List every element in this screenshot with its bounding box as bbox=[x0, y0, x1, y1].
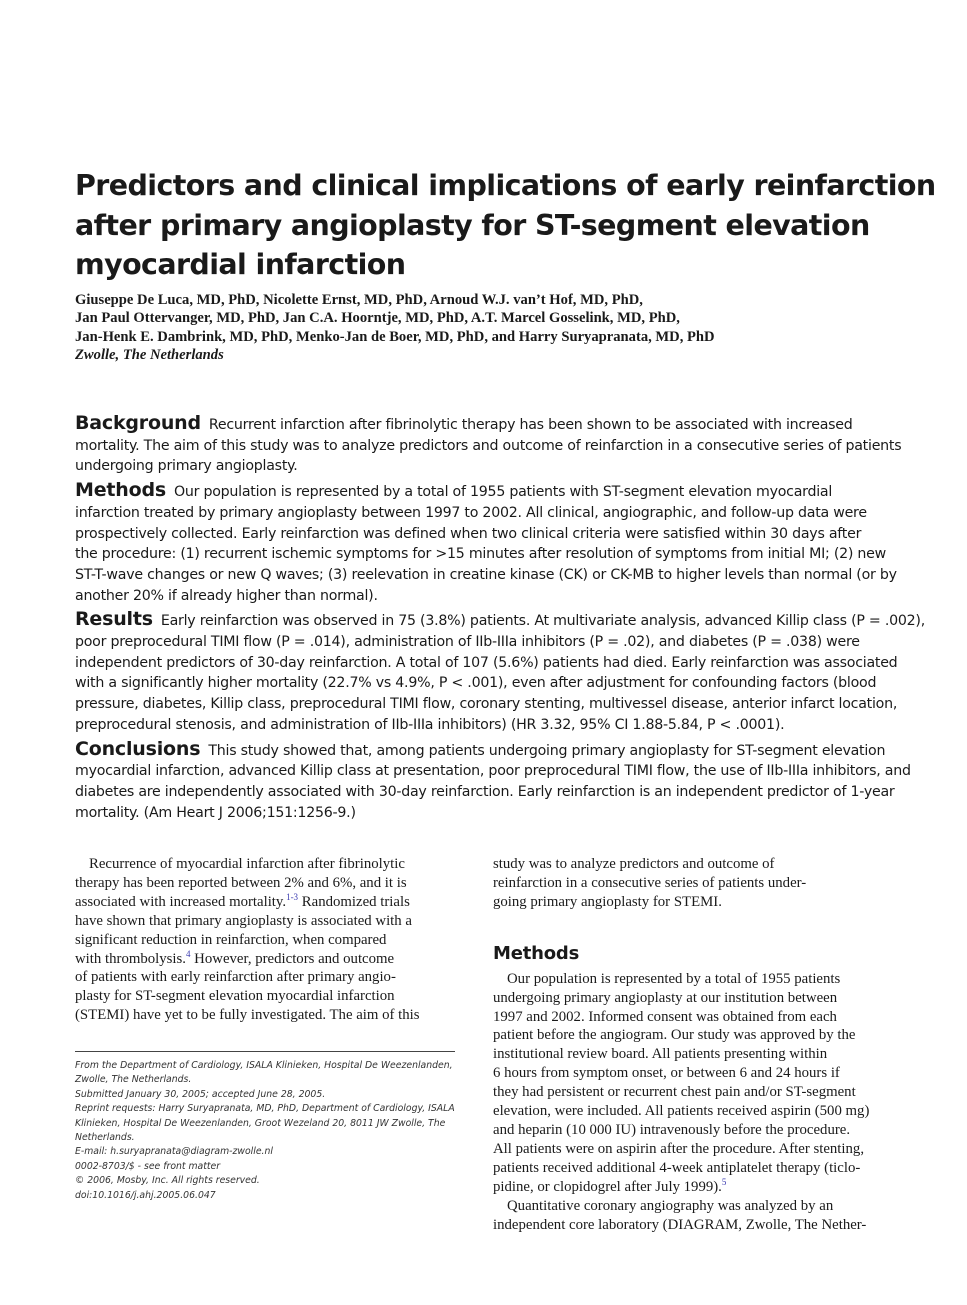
body-line: significant reduction in reinfarction, when compared bbox=[75, 931, 387, 948]
abstract-text: poor preprocedural TIMI flow (P = .014), administration of IIb-IIIa inhibitors (P = .02), and diabetes (P = .038) were bbox=[75, 634, 860, 651]
abstract bbox=[75, 412, 925, 823]
body-right-column bbox=[493, 855, 873, 1234]
body-line: have shown that primary angioplasty is associated with a bbox=[75, 912, 412, 929]
abstract-methods bbox=[75, 479, 897, 606]
body-line: Our population is represented by a total of 1955 patients bbox=[507, 970, 841, 987]
section-heading-methods: Methods bbox=[493, 942, 580, 964]
title-line: myocardial infarction bbox=[75, 248, 406, 281]
abstract-text: independent predictors of 30-day reinfarction. A total of 107 (5.6%) patients had died. Early reinfarction was associated bbox=[75, 654, 898, 671]
body-line: with thrombolysis.$^4$ However, predictors and outcome bbox=[75, 948, 395, 967]
body-line: plasty for ST-segment elevation myocardial infarction bbox=[75, 988, 395, 1005]
body-line: pidine, or clopidogrel after July 1999).$^5$ bbox=[493, 1176, 727, 1195]
footnote-doi[interactable]: doi:10.1016/j.ahj.2005.06.047 bbox=[75, 1189, 216, 1201]
author-location: Zwolle, The Netherlands bbox=[75, 346, 224, 363]
title-line: Predictors and clinical implications of early reinfarction bbox=[75, 169, 936, 202]
footnote-line: Reprint requests: Harry Suryapranata, MD, PhD, Department of Cardiology, ISALA bbox=[75, 1103, 455, 1115]
abstract-text: mortality. The aim of this study was to analyze predictors and outcome of reinfarction in a consecutive series of patients bbox=[75, 437, 902, 454]
body-line: All patients were on aspirin after the procedure. After stenting, bbox=[493, 1140, 865, 1157]
footnote-line: From the Department of Cardiology, ISALA Klinieken, Hospital De Weezenlanden, bbox=[75, 1060, 453, 1071]
abstract-text: diabetes are independently associated with 30-day reinfarction. Early reinfarction is an independent predictor of 1-year bbox=[75, 783, 895, 800]
body-line: Recurrence of myocardial infarction after fibrinolytic bbox=[89, 856, 405, 872]
author-line: Jan Paul Ottervanger, MD, PhD, Jan C.A. Hoorntje, MD, PhD, A.T. Marcel Gosselink, MD, PhD, bbox=[75, 310, 680, 327]
abstract-text: Recurrent infarction after fibrinolytic therapy has been shown to be associated with increased bbox=[208, 417, 853, 433]
abstract-text: the procedure: (1) recurrent ischemic symptoms for >15 minutes after resolution of symptoms from initial MI; (2) new bbox=[75, 546, 886, 563]
abstract-results bbox=[75, 608, 925, 735]
body-line: patients received additional 4-week antiplatelet therapy (ticlo- bbox=[493, 1159, 861, 1176]
abstract-text: This study showed that, among patients undergoing primary angioplasty for ST-segment elevation bbox=[208, 742, 886, 759]
abstract-conclusions bbox=[75, 737, 911, 824]
abstract-text: prospectively collected. Early reinfarction was defined when two clinical criteria were satisfied within 30 days after bbox=[75, 525, 862, 542]
body-line: Quantitative coronary angiography was analyzed by an bbox=[507, 1197, 834, 1214]
abstract-text: preprocedural stenosis, and administration of IIb-IIIa inhibitors) (HR 3.32, 95% CI 1.88-5.84, P < .0001). bbox=[75, 716, 785, 733]
abstract-text: infarction treated by primary angioplasty between 1997 to 2002. All clinical, angiographic, and follow-up data were bbox=[75, 504, 867, 521]
citation-link[interactable]: 1-3 bbox=[286, 891, 299, 902]
body-line: undergoing primary angioplasty at our institution between bbox=[493, 989, 838, 1006]
body-line: associated with increased mortality.$^{1-3}$ Randomized trials bbox=[75, 891, 410, 910]
abstract-heading: Results bbox=[75, 608, 153, 631]
abstract-text: another 20% if already higher than normal). bbox=[75, 587, 378, 604]
footnote-line: 0002-8703/$ - see front matter bbox=[75, 1160, 221, 1172]
footnotes bbox=[75, 1059, 455, 1203]
title-line: after primary angioplasty for ST-segment elevation bbox=[75, 208, 870, 242]
abstract-heading: Conclusions bbox=[75, 737, 201, 760]
body-line: of patients with early reinfarction after primary angio- bbox=[75, 969, 396, 986]
body-line: institutional review board. All patients presenting within bbox=[493, 1046, 828, 1063]
body-line: (STEMI) have yet to be fully investigated. The aim of this bbox=[75, 1007, 420, 1024]
author-line: Jan-Henk E. Dambrink, MD, PhD, Menko-Jan de Boer, MD, PhD, and Harry Suryapranata, MD, PhD bbox=[75, 328, 715, 345]
abstract-text: undergoing primary angioplasty. bbox=[75, 458, 298, 475]
body-line: going primary angioplasty for STEMI. bbox=[493, 893, 722, 910]
footnote-email[interactable]: E-mail: h.suryapranata@diagram-zwolle.nl bbox=[75, 1146, 273, 1158]
body-line: therapy has been reported between 2% and 6%, and it is bbox=[75, 874, 407, 891]
abstract-text: with a significantly higher mortality (22.7% vs 4.9%, P < .001), even after adjustment for confounding factors (blood bbox=[75, 675, 877, 692]
abstract-text: pressure, diabetes, Killip class, preprocedural TIMI flow, coronary stenting, multivessel disease, anterior infarct location, bbox=[75, 696, 898, 713]
footnote-line: Netherlands. bbox=[75, 1132, 135, 1144]
abstract-heading: Methods bbox=[75, 479, 166, 502]
body-line: elevation, were included. All patients received aspirin (500 mg) bbox=[493, 1103, 870, 1120]
body-line: patient before the angiogram. Our study was approved by the bbox=[493, 1027, 856, 1044]
citation-link[interactable]: 5 bbox=[721, 1176, 727, 1187]
body-line: study was to analyze predictors and outcome of bbox=[493, 856, 775, 872]
footnote-line: © 2006, Mosby, Inc. All rights reserved. bbox=[75, 1175, 260, 1187]
footnote-divider bbox=[75, 1051, 455, 1052]
abstract-text: ST-T-wave changes or new Q waves; (3) reelevation in creatine kinase (CK) or CK-MB to higher levels than normal (or by bbox=[75, 566, 897, 583]
body-line: 6 hours from symptom onset, or between 6 and 24 hours if bbox=[493, 1065, 840, 1082]
body-line: they had persistent or recurrent chest pain and/or ST-segment bbox=[493, 1084, 856, 1101]
body-line: independent core laboratory (DIAGRAM, Zwolle, The Nether- bbox=[493, 1216, 867, 1233]
abstract-text: myocardial infarction, advanced Killip class at presentation, poor preprocedural TIMI flow, the use of IIb-IIIa inhibitors, and bbox=[75, 763, 911, 780]
author-line: Giuseppe De Luca, MD, PhD, Nicolette Ernst, MD, PhD, Arnoud W.J. van’t Hof, MD, PhD, bbox=[75, 292, 643, 308]
footnote-line: Submitted January 30, 2005; accepted June 28, 2005. bbox=[75, 1088, 326, 1100]
abstract-text: Early reinfarction was observed in 75 (3.8%) patients. At multivariate analysis, advanced Killip class (P = .002), bbox=[160, 613, 925, 630]
abstract-heading: Background bbox=[75, 412, 201, 434]
body-left-column bbox=[75, 855, 455, 1025]
article-title bbox=[75, 166, 936, 285]
abstract-text: mortality. (Am Heart J 2006;151:1256-9.) bbox=[75, 804, 356, 821]
footnote-line: Zwolle, The Netherlands. bbox=[75, 1074, 192, 1086]
author-list bbox=[75, 291, 905, 364]
body-line: and heparin (10 000 IU) intravenously before the procedure. bbox=[493, 1121, 851, 1138]
abstract-background bbox=[75, 412, 902, 477]
citation-link[interactable]: 4 bbox=[185, 948, 191, 959]
body-line: reinfarction in a consecutive series of patients under- bbox=[493, 874, 807, 891]
footnote-line: Klinieken, Hospital De Weezenlanden, Groot Wezeland 20, 8011 JW Zwolle, The bbox=[75, 1117, 446, 1129]
abstract-text: Our population is represented by a total of 1955 patients with ST-segment elevation myocardial bbox=[173, 484, 833, 501]
body-line: 1997 and 2002. Informed consent was obtained from each bbox=[493, 1008, 837, 1025]
